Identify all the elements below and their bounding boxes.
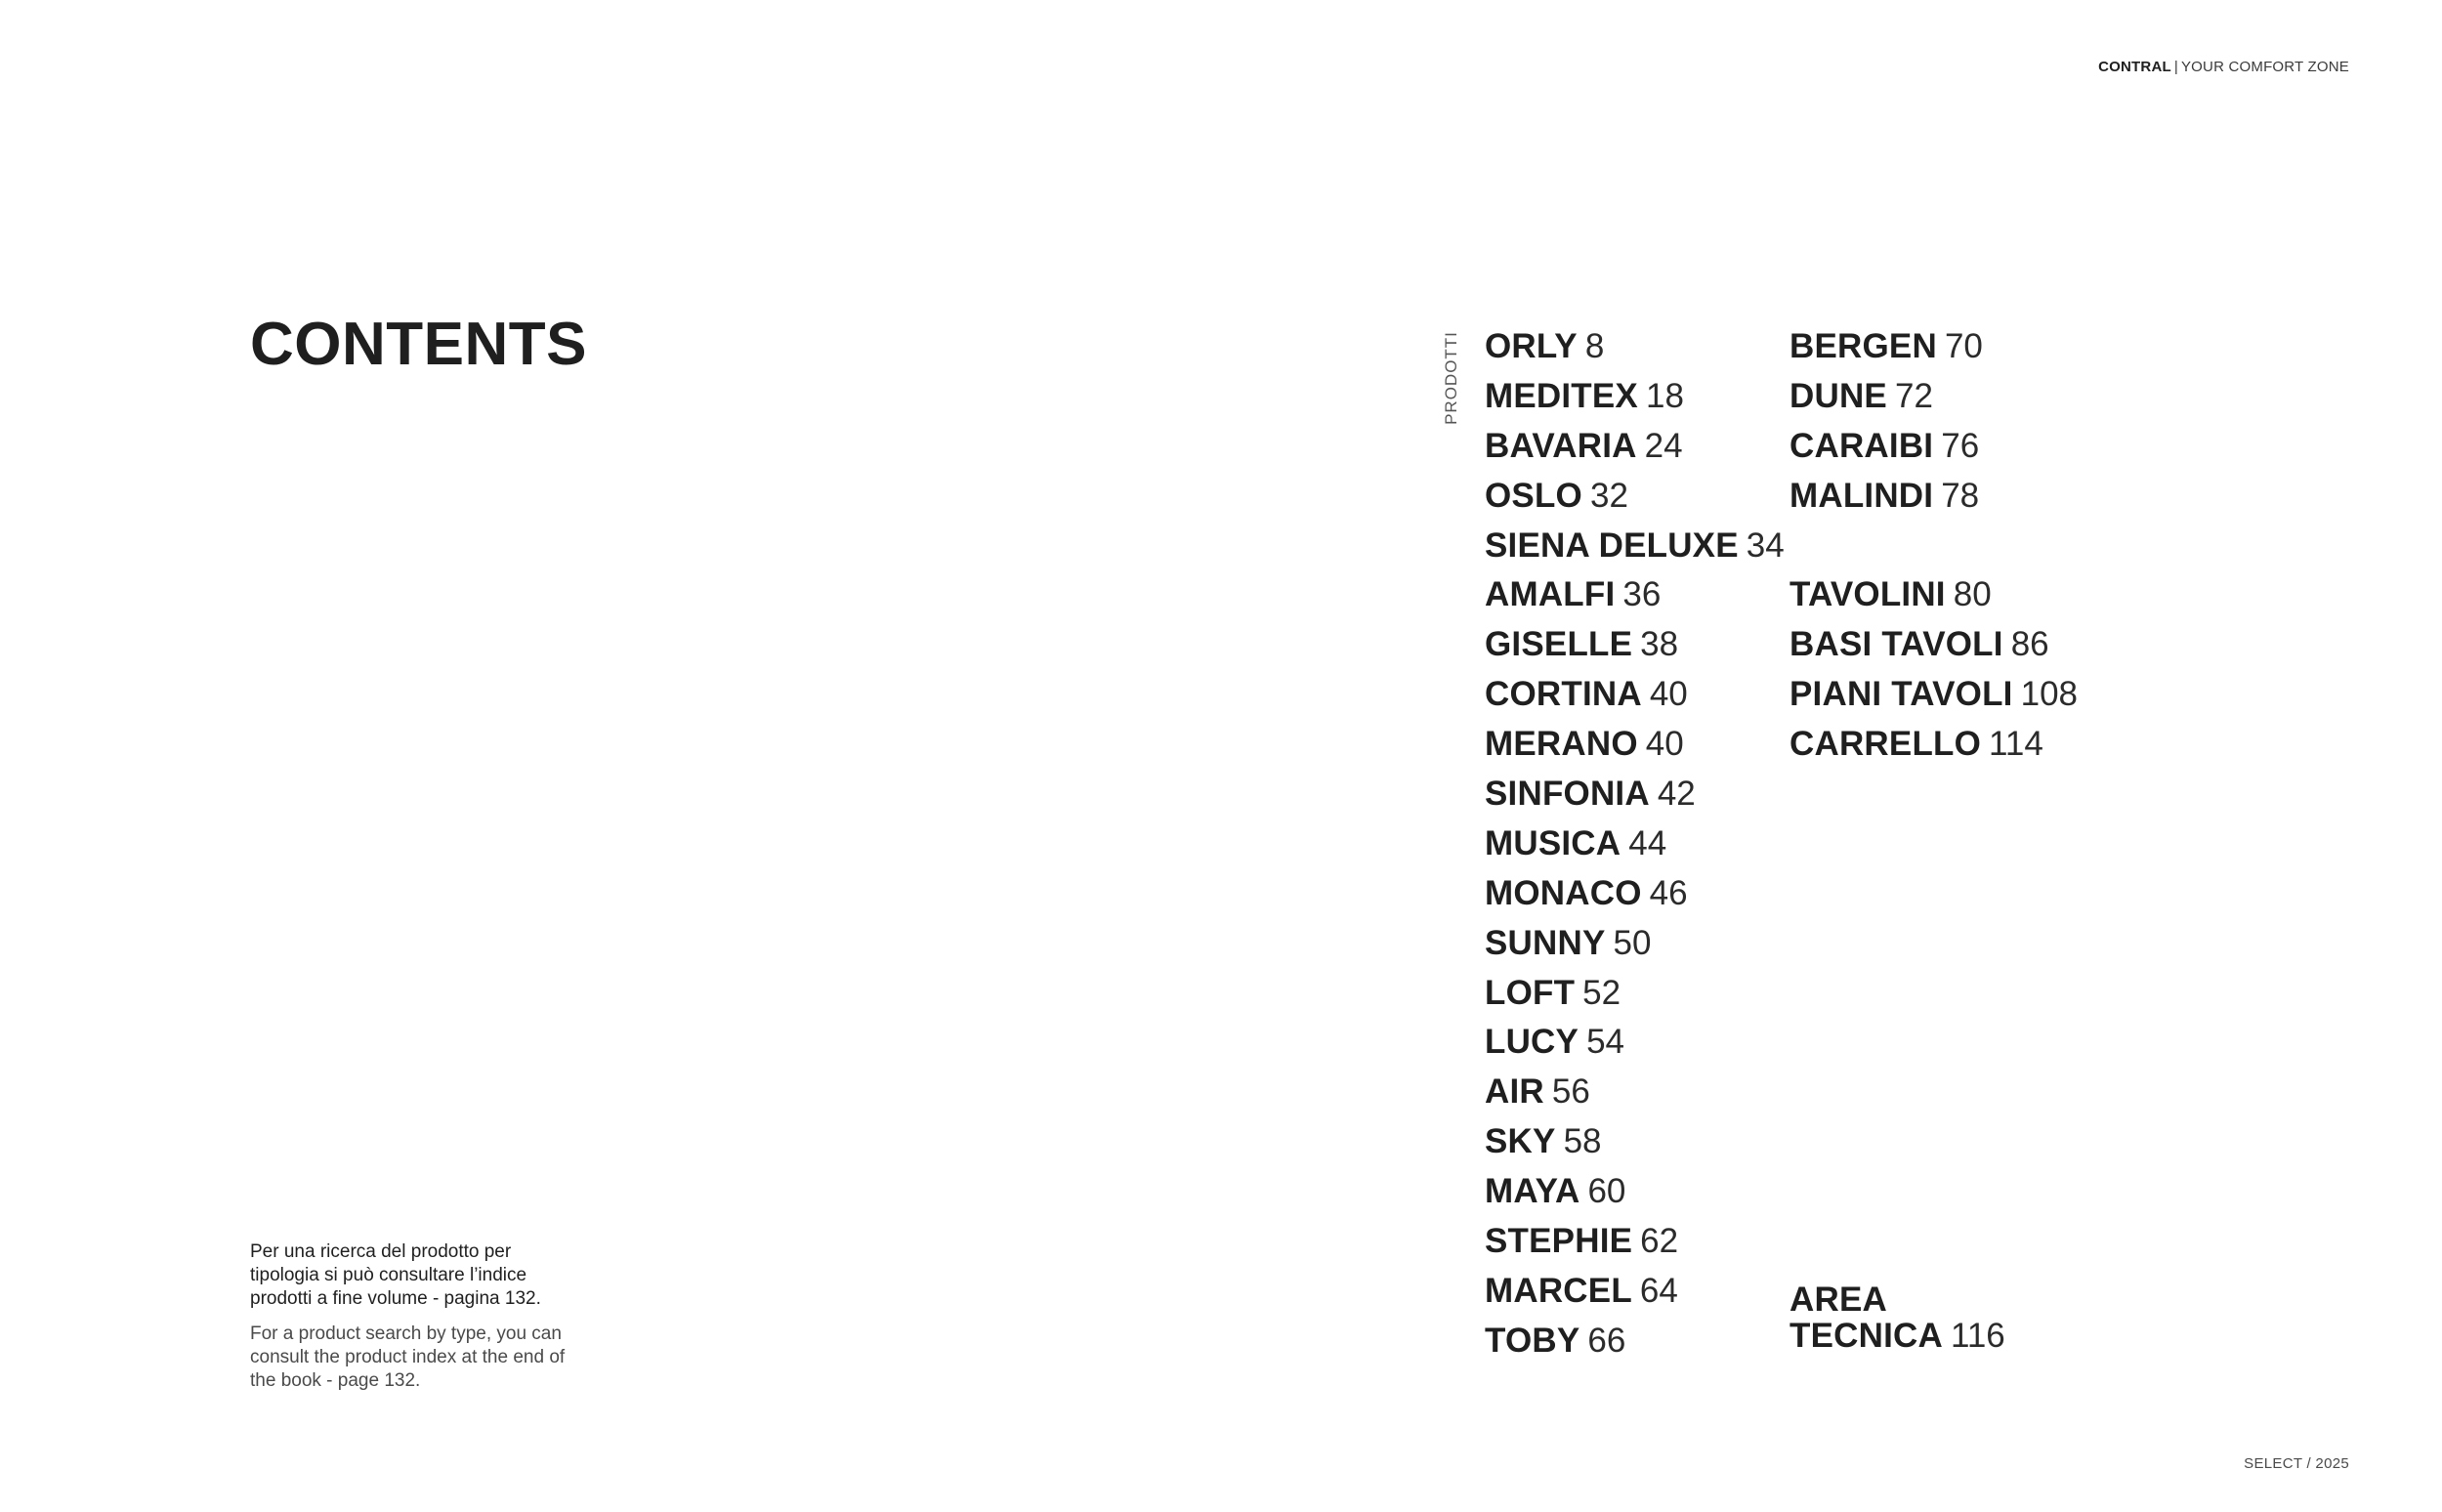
brand-separator: |: [2173, 59, 2178, 75]
toc-entry[interactable]: [1789, 570, 2078, 620]
area-tecnica-page: 116: [1950, 1317, 2005, 1355]
toc-entry-page: 72: [1894, 376, 1933, 415]
toc-entry-name: SUNNY: [1485, 923, 1606, 962]
toc-entry-name: CORTINA: [1485, 675, 1642, 714]
toc-entry-page: 54: [1586, 1023, 1625, 1062]
toc-entry[interactable]: [1485, 620, 1785, 670]
toc-entry[interactable]: [1485, 969, 1785, 1019]
toc-entry[interactable]: [1789, 322, 2078, 372]
toc-entry-page: 38: [1640, 625, 1679, 664]
toc-entry-name: LOFT: [1485, 973, 1576, 1012]
toc-entry-page: 76: [1941, 426, 1980, 465]
note-english: For a product search by type, you can consult the product index at the end of the book - page 132.: [250, 1323, 566, 1391]
toc-entry[interactable]: [1789, 372, 2078, 422]
toc-entry[interactable]: [1485, 522, 1785, 571]
toc-entry-area-tecnica[interactable]: [1789, 1281, 2005, 1354]
toc-entry-page: 70: [1944, 327, 1983, 365]
toc-entry-name: GISELLE: [1485, 625, 1633, 664]
footer-label: SELECT / 2025: [2244, 1455, 2349, 1472]
toc-entry-page: 58: [1563, 1122, 1602, 1161]
toc-entry-page: 34: [1746, 525, 1785, 565]
toc-entry[interactable]: [1485, 1317, 1785, 1366]
toc-entry-name: CARRELLO: [1789, 725, 1982, 764]
toc-entry-page: 60: [1587, 1172, 1626, 1211]
toc-entry-name: SINFONIA: [1485, 775, 1650, 814]
toc-entry[interactable]: [1485, 422, 1785, 472]
toc-entry-name: BERGEN: [1789, 327, 1937, 365]
toc-entry[interactable]: [1485, 372, 1785, 422]
section-label-text: PRODOTTI: [1442, 331, 1460, 425]
page-title: CONTENTS: [250, 311, 587, 378]
toc-entry-name: SKY: [1485, 1122, 1556, 1161]
toc-entry-page: 36: [1622, 575, 1662, 614]
toc-entry-name: MALINDI: [1789, 476, 1934, 515]
toc-entry-name: SIENA DELUXE: [1485, 525, 1739, 565]
toc-entry-page: 114: [1989, 725, 2043, 764]
toc-entry-page: 52: [1582, 973, 1621, 1012]
toc-entry[interactable]: [1789, 472, 2078, 522]
toc-entry-name: AMALFI: [1485, 575, 1616, 614]
toc-entry-name: PIANI TAVOLI: [1789, 675, 2013, 714]
toc-entry[interactable]: [1485, 819, 1785, 869]
toc-entry[interactable]: [1485, 570, 1785, 620]
toc-entry[interactable]: [1485, 1267, 1785, 1317]
toc-entry-name: BASI TAVOLI: [1789, 625, 2003, 664]
toc-entry-name: MEDITEX: [1485, 376, 1638, 415]
toc-entry[interactable]: [1485, 1167, 1785, 1217]
toc-entry-page: 42: [1657, 775, 1696, 814]
search-note: [250, 1240, 582, 1393]
toc-entry-name: ORLY: [1485, 327, 1578, 365]
toc-entry-name: AIR: [1485, 1072, 1544, 1112]
toc-entry-page: 62: [1640, 1222, 1679, 1261]
toc-entry-page: 44: [1628, 823, 1667, 862]
toc-entry[interactable]: [1485, 472, 1785, 522]
toc-entry-page: 80: [1953, 575, 1992, 614]
toc-entry-name: TOBY: [1485, 1321, 1580, 1360]
toc-entry-page: 108: [2020, 675, 2079, 714]
toc-entry-page: 32: [1589, 476, 1628, 515]
toc-entry[interactable]: [1485, 1018, 1785, 1068]
toc-entry[interactable]: [1485, 919, 1785, 969]
toc-entry-name: TAVOLINI: [1789, 575, 1946, 614]
toc-entry-name: MUSICA: [1485, 823, 1621, 862]
toc-entry[interactable]: [1789, 422, 2078, 472]
toc-entry-name: DUNE: [1789, 376, 1887, 415]
toc-entry[interactable]: [1485, 720, 1785, 770]
toc-column-products: [1485, 322, 1785, 1366]
toc-entry-name: CARAIBI: [1789, 426, 1934, 465]
toc-entry-name: OSLO: [1485, 476, 1582, 515]
toc-entry-name: BAVARIA: [1485, 426, 1637, 465]
toc-entry[interactable]: [1485, 1117, 1785, 1167]
toc-entry-page: 8: [1584, 327, 1605, 365]
toc-entry-page: 40: [1645, 725, 1684, 764]
toc-entry[interactable]: [1789, 620, 2078, 670]
toc-entry[interactable]: [1485, 1217, 1785, 1267]
toc-entry[interactable]: [1789, 720, 2078, 770]
toc-entry-name: STEPHIE: [1485, 1222, 1633, 1261]
toc-entry-page: 18: [1645, 376, 1684, 415]
toc-entry[interactable]: [1789, 670, 2078, 720]
toc-entry[interactable]: [1485, 670, 1785, 720]
toc-entry-name: LUCY: [1485, 1023, 1579, 1062]
toc-entry-page: 40: [1649, 675, 1688, 714]
toc-entry-page: 50: [1613, 923, 1652, 962]
toc-entry-name: MERANO: [1485, 725, 1638, 764]
toc-entry[interactable]: [1485, 770, 1785, 819]
toc-entry-page: 66: [1587, 1321, 1626, 1360]
section-label: [1438, 329, 1465, 427]
note-italian: Per una ricerca del prodotto per tipologia si può consultare l’indice prodotti a fine volume - pagina 132.: [250, 1241, 541, 1309]
toc-entry-page: 24: [1644, 426, 1683, 465]
brand-name: CONTRAL: [2098, 59, 2171, 75]
toc-entry-page: 56: [1551, 1072, 1590, 1112]
toc-spacer: [1789, 522, 2078, 571]
area-tecnica-line1: AREA: [1789, 1281, 1887, 1319]
toc-entry-name: MONACO: [1485, 873, 1642, 912]
toc-entry-name: MAYA: [1485, 1172, 1580, 1211]
header-brand: [2098, 59, 2349, 75]
area-tecnica-line2: TECNICA: [1789, 1317, 1943, 1355]
toc-entry-page: 46: [1649, 873, 1688, 912]
toc-entry-page: 86: [2010, 625, 2049, 664]
toc-entry[interactable]: [1485, 1068, 1785, 1117]
toc-entry-page: 64: [1639, 1271, 1678, 1310]
toc-entry-name: MARCEL: [1485, 1271, 1632, 1310]
toc-entry[interactable]: [1485, 322, 1785, 372]
toc-column-secondary: [1789, 322, 2078, 770]
toc-entry-page: 78: [1941, 476, 1980, 515]
brand-tagline: YOUR COMFORT ZONE: [2180, 59, 2349, 75]
toc-entry[interactable]: [1485, 869, 1785, 919]
